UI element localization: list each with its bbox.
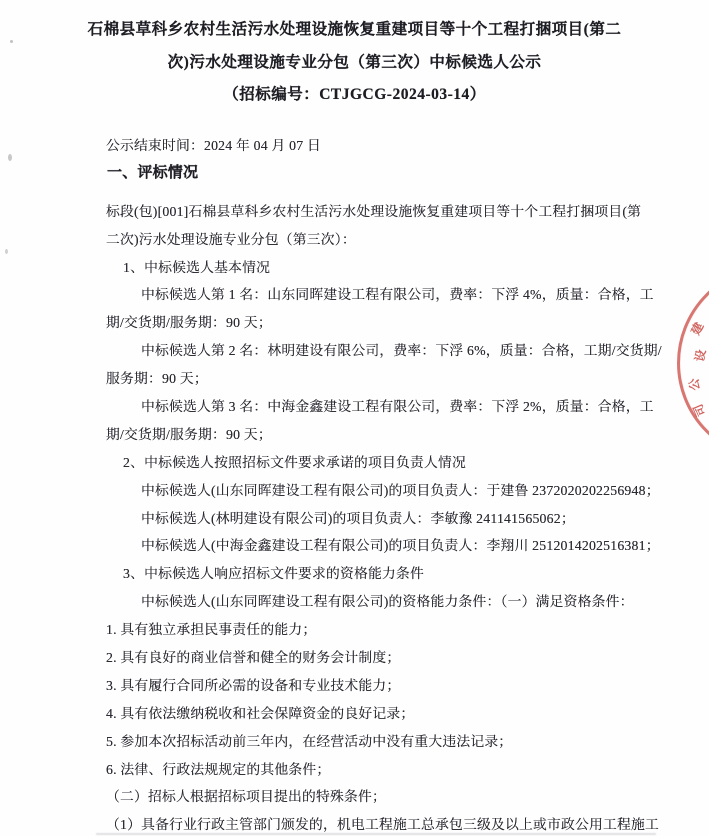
seal-character: 公	[686, 377, 703, 392]
document-line: 中标候选人第 1 名：山东同晖建设工程有限公司，费率：下浮 4%，质量：合格，工	[141, 287, 654, 303]
seal-character: 设	[692, 348, 709, 363]
document-line: 6. 法律、行政法规规定的其他条件；	[106, 761, 331, 777]
document-line: 中标候选人(林明建设有限公司)的项目负责人：李敏豫 241141565062；	[141, 510, 575, 526]
title-line-3-tender-number: （招标编号：CTJGCG-2024-03-14）	[223, 86, 486, 103]
document-line: 5. 参加本次招标活动前三年内，在经营活动中没有重大违法记录；	[106, 733, 513, 749]
document-line: 中标候选人(山东同晖建设工程有限公司)的项目负责人：于建鲁 2372020202256948；	[141, 482, 660, 498]
document-body	[0, 132, 709, 836]
section-heading: 一、评标情况	[107, 164, 199, 181]
document-title	[0, 14, 709, 112]
title-line-1: 石棉县草科乡农村生活污水处理设施恢复重建项目等十个工程打捆项目(第二	[87, 21, 622, 38]
scan-speck	[8, 154, 12, 161]
seal-character: 司	[690, 402, 709, 419]
document-line: 4. 具有依法缴纳税收和社会保障资金的良好记录；	[106, 705, 415, 721]
document-line: 2、中标候选人按照招标文件要求承诺的项目负责人情况	[123, 454, 467, 470]
seal-character: 建	[688, 320, 707, 338]
document-line: 3. 具有履行合同所必需的设备和专业技术能力；	[106, 677, 401, 693]
document-line: 二次)污水处理设施专业分包（第三次）：	[106, 231, 356, 247]
document-line: （二）招标人根据招标项目提出的特殊条件；	[106, 789, 386, 805]
document-line: 服务期：90 天；	[106, 371, 208, 387]
document-line: 标段(包)[001]石棉县草科乡农村生活污水处理设施恢复重建项目等十个工程打捆项目(第	[106, 203, 642, 219]
scan-speck	[10, 40, 13, 43]
document-line: 期/交货期/服务期：90 天；	[106, 315, 272, 331]
scan-streak	[96, 833, 656, 835]
document-line: 中标候选人第 2 名：林明建设有限公司，费率：下浮 6%，质量：合格，工期/交货期/	[141, 343, 662, 359]
document-line: 2. 具有良好的商业信誉和健全的财务会计制度；	[106, 650, 401, 666]
document-line: 3、中标候选人响应招标文件要求的资格能力条件	[123, 566, 425, 582]
scan-speck	[5, 249, 8, 254]
document-line: 中标候选人(山东同晖建设工程有限公司)的资格能力条件：（一）满足资格条件：	[141, 594, 634, 610]
document-line: 1、中标候选人基本情况	[123, 259, 271, 275]
title-line-2: 次)污水处理设施专业分包（第三次）中标候选人公示	[167, 53, 542, 71]
document-line: 中标候选人(中海金鑫建设工程有限公司)的项目负责人：李翔川 2512014202516381；	[141, 538, 660, 554]
document-line: 公示结束时间：2024 年 04 月 07 日	[106, 138, 322, 153]
document-line: 1. 具有独立承担民事责任的能力；	[106, 622, 317, 638]
document-line: （1）具备行业行政主管部门颁发的，机电工程施工总承包三级及以上或市政公用工程施工	[106, 817, 659, 833]
document-line: 期/交货期/服务期：90 天；	[106, 426, 272, 442]
document-line: 中标候选人第 3 名：中海金鑫建设工程有限公司，费率：下浮 2%，质量：合格，工	[141, 399, 654, 415]
